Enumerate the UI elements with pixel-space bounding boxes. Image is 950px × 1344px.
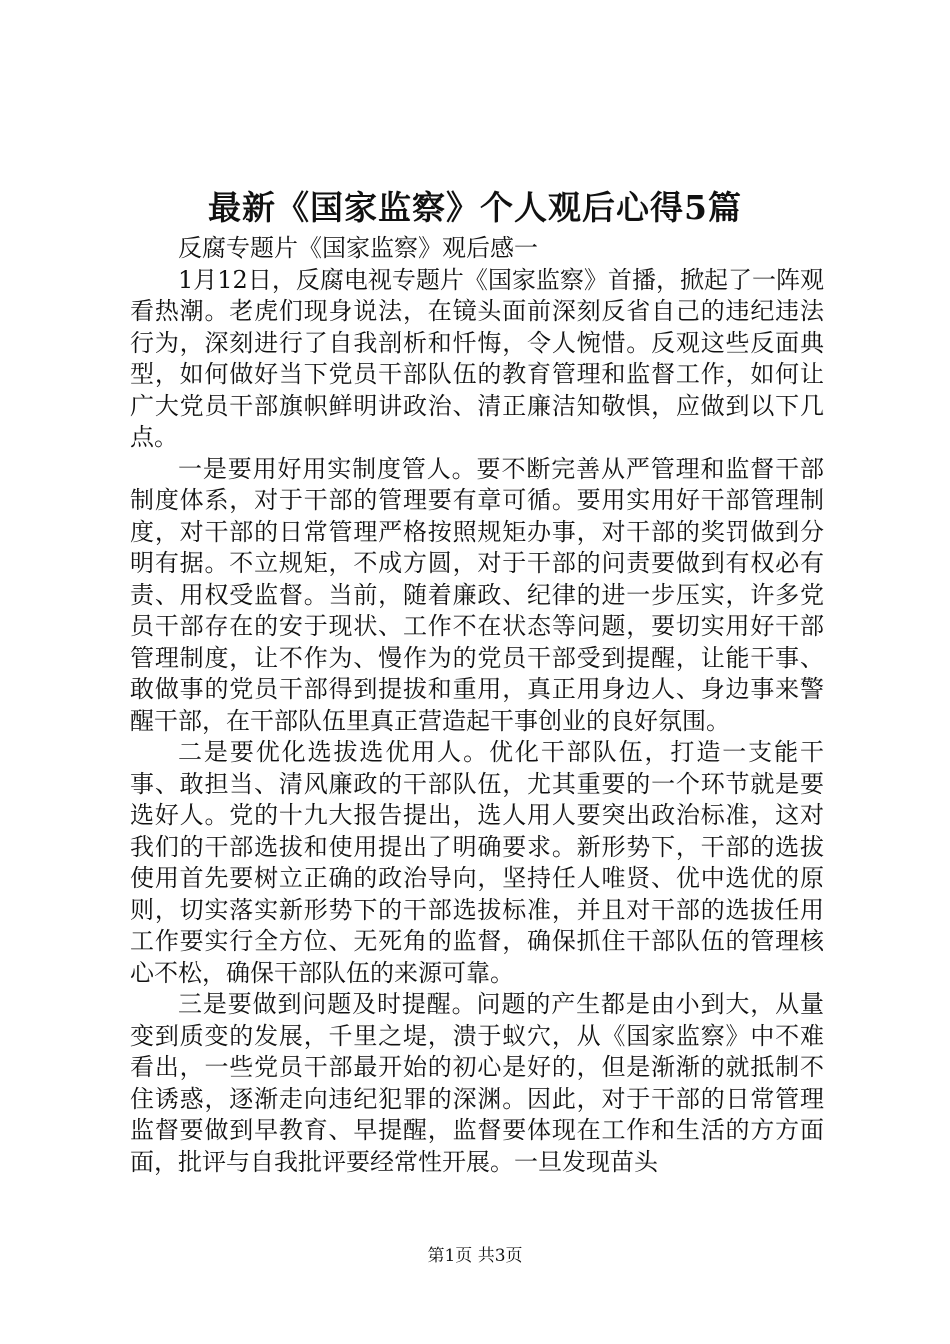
paragraph-point-one: 一是要用好用实制度管人。要不断完善从严管理和监督干部制度体系，对于干部的管理要有章可循。要用实用好干部管理制度，对干部的日常管理严格按照规矩办事，对干部的奖罚做到分明有据。不立规矩，不成方圆，对于干部的问责要做到有权必有责、用权受监督。当前，随着廉政、纪律的进一步压实，许多党员干部存在的安于现状、工作不在状态等问题，要切实用好干部管理制度，让不作为、慢作为的党员干部受到提醒，让能干事、敢做事的党员干部得到提拔和重用，真正用身边人、身边事来警醒干部，在干部队伍里真正营造起干事创业的良好氛围。: [130, 454, 824, 735]
document-body: [130, 233, 824, 1178]
paragraph-point-three: 三是要做到问题及时提醒。问题的产生都是由小到大，从量变到质变的发展，千里之堤，溃于蚁穴，从《国家监察》中不难看出，一些党员干部最开始的初心是好的，但是渐渐的就抵制不住诱惑，逐渐走向违纪犯罪的深渊。因此，对于干部的日常管理监督要做到早教育、早提醒，监督要体现在工作和生活的方方面面，批评与自我批评要经常性开展。一旦发现苗头: [130, 990, 824, 1176]
document-title: 最新《国家监察》个人观后心得5篇: [208, 188, 742, 227]
page-number: 第1页 共3页: [427, 1246, 523, 1266]
paragraph-intro: 1月12日，反腐电视专题片《国家监察》首播，掀起了一阵观看热潮。老虎们现身说法，在镜头面前深刻反省自己的违纪违法行为，深刻进行了自我剖析和忏悔，令人惋惜。反观这些反面典型，如何做好当下党员干部队伍的教育管理和监督工作，如何让广大党员干部旗帜鲜明讲政治、清正廉洁知敬惧，应做到以下几点。: [130, 265, 824, 451]
paragraph-point-two: 二是要优化选拔选优用人。优化干部队伍，打造一支能干事、敢担当、清风廉政的干部队伍，尤其重要的一个环节就是要选好人。党的十九大报告提出，选人用人要突出政治标准，这对我们的干部选拔和使用提出了明确要求。新形势下，干部的选拔使用首先要树立正确的政治导向，坚持任人唯贤、优中选优的原则，切实落实新形势下的干部选拔标准，并且对干部的选拔任用工作要实行全方位、无死角的监督，确保抓住干部队伍的管理核心不松，确保干部队伍的来源可靠。: [130, 738, 824, 987]
subtitle: 反腐专题片《国家监察》观后感一: [178, 234, 538, 262]
